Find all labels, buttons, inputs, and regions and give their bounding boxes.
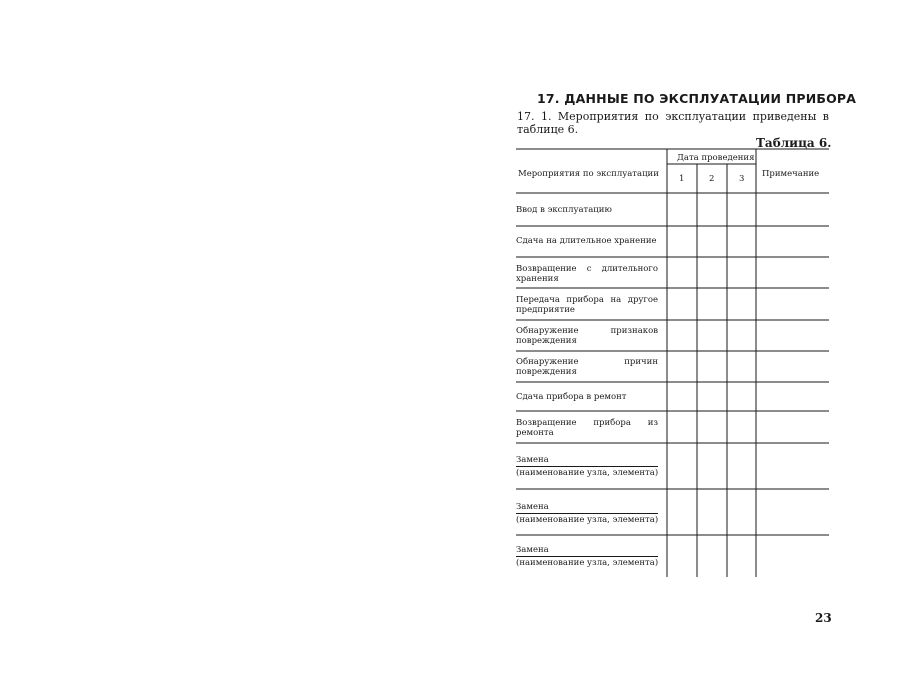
replace-title: Замена <box>516 502 658 514</box>
replace-row <box>516 502 658 526</box>
table-label: Таблица 6. <box>756 136 832 150</box>
page-number: 23 <box>815 611 832 625</box>
row-label: Ввод в эксплуатацию <box>516 205 612 215</box>
replace-row <box>516 545 658 569</box>
replace-subtitle: (наименование узла, элемента) <box>516 515 659 525</box>
header-date: Дата проведения <box>677 153 755 163</box>
replace-row <box>516 455 658 479</box>
header-col-1: 1 <box>679 174 685 184</box>
header-col-2: 2 <box>709 174 715 184</box>
row-label: Сдача на длительное хранение <box>516 236 657 246</box>
row-label: Обнаружение признаков повреждения <box>516 326 658 346</box>
row-label: Обнаружение причин повреждения <box>516 357 658 377</box>
replace-title: Замена <box>516 545 658 557</box>
replace-subtitle: (наименование узла, элемента) <box>516 558 659 568</box>
header-col-3: 3 <box>739 174 745 184</box>
section-heading: 17. ДАННЫЕ ПО ЭКСПЛУАТАЦИИ ПРИБОРА <box>537 91 857 106</box>
row-label: Возвращение с длительного хранения <box>516 264 658 284</box>
row-label: Передача прибора на другое предприятие <box>516 295 658 315</box>
header-note: Примечание <box>762 169 820 179</box>
replace-subtitle: (наименование узла, элемента) <box>516 468 659 478</box>
header-activity: Мероприятия по эксплуатации <box>518 169 659 179</box>
row-label: Возвращение прибора из ремонта <box>516 418 658 438</box>
replace-title: Замена <box>516 455 658 467</box>
intro-paragraph: 17. 1. Мероприятия по эксплуатации приведены в таблице 6. <box>517 110 829 136</box>
row-label: Сдача прибора в ремонт <box>516 392 627 402</box>
